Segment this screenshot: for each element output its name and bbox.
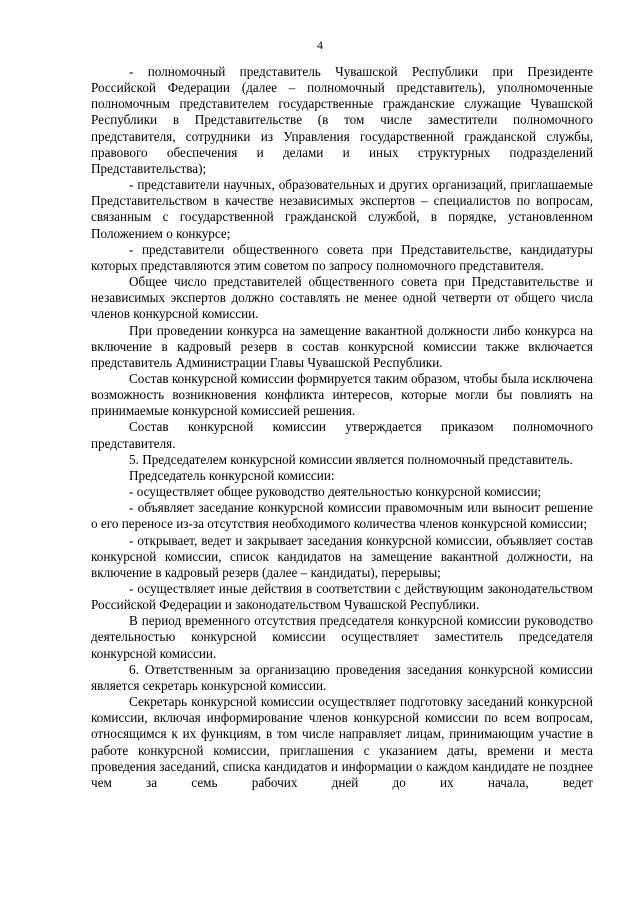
paragraph-opens-meetings: - открывает, ведет и закрывает заседания конкурсной комиссии, объявляет состав конкурсной комиссии, список кандидатов на замещение вакантной должности, на включение в кадровый резерв (далее – кандидаты), перерывы; [91,532,593,580]
paragraph-other-actions: - осуществляет иные действия в соответствии с действующим законодательством Российской Федерации и законодательством Чувашской Республики. [91,581,593,613]
paragraph-section-5: 5. Председателем конкурсной комиссии является полномочный представитель. [129,451,573,467]
paragraph-general-management: - осуществляет общее руководство деятельностью конкурсной комиссии; [129,484,542,500]
paragraph-plenipotentiary: - полномочный представитель Чувашской Республики при Президенте Российской Федерации (далее – полномочный представитель), уполномоченные полномочным представителем государственные гражданские служащие Чувашской Республики в Представительстве (в том числе заместители полномочного представителя, сотрудники из Управления государственной гражданской службы, правового обеспечения и делами и иных структурных подразделений Представительства); [91,64,593,176]
paragraph-experts: - представители научных, образовательных и других организаций, приглашаемые Представительством в качестве независимых экспертов – специалистов по вопросам, связанным с государственной гражданской службой, в порядке, установленном Положением о конкурсе; [91,177,593,241]
paragraph-public-council: - представители общественного совета при Представительстве, кандидатуры которых представляются этим советом по запросу полномочного представителя. [91,241,593,273]
paragraph-administration-rep: При проведении конкурса на замещение вакантной должности либо конкурса на включение в кадровый резерв в состав конкурсной комиссии также включается представитель Администрации Главы Чувашской Республики. [91,322,593,370]
paragraph-section-6: 6. Ответственным за организацию проведения заседания конкурсной комиссии является секретарь конкурсной комиссии. [91,661,593,693]
paragraph-chairman-heading: Председатель конкурсной комиссии: [129,467,335,483]
paragraph-deputy: В период временного отсутствия председателя конкурсной комиссии руководство деятельностью конкурсной комиссии осуществляет заместитель председателя конкурсной комиссии. [91,613,593,661]
paragraph-approval: Состав конкурсной комиссии утверждается приказом полномочного представителя. [91,419,593,451]
paragraph-secretary: Секретарь конкурсной комиссии осуществляет подготовку заседаний конкурсной комиссии, включая информирование членов конкурсной комиссии по всем вопросам, относящимся к их функциям, в том числе направляет лицам, принимающим участие в работе конкурсной комиссии, приглашения с указанием даты, времени и места проведения заседаний, списка кандидатов и информации о каждом кандидате не позднее чем за семь рабочих дней до их начала, ведет [91,694,593,790]
paragraph-conflict-of-interest: Состав конкурсной комиссии формируется таким образом, чтобы была исключена возможность возникновения конфликта интересов, которые могли бы повлиять на принимаемые конкурсной комиссией решения. [91,370,593,419]
page-number: 4 [317,38,323,52]
paragraph-quorum: - объявляет заседание конкурсной комиссии правомочным или выносит решение о его переносе из-за отсутствия необходимого количества членов конкурсной комиссии; [91,500,593,532]
paragraph-quarter-rule: Общее число представителей общественного совета при Представительстве и независимых экспертов должно составлять не менее одной четверти от общего числа членов конкурсной комиссии. [91,274,593,322]
document-body [91,64,593,791]
